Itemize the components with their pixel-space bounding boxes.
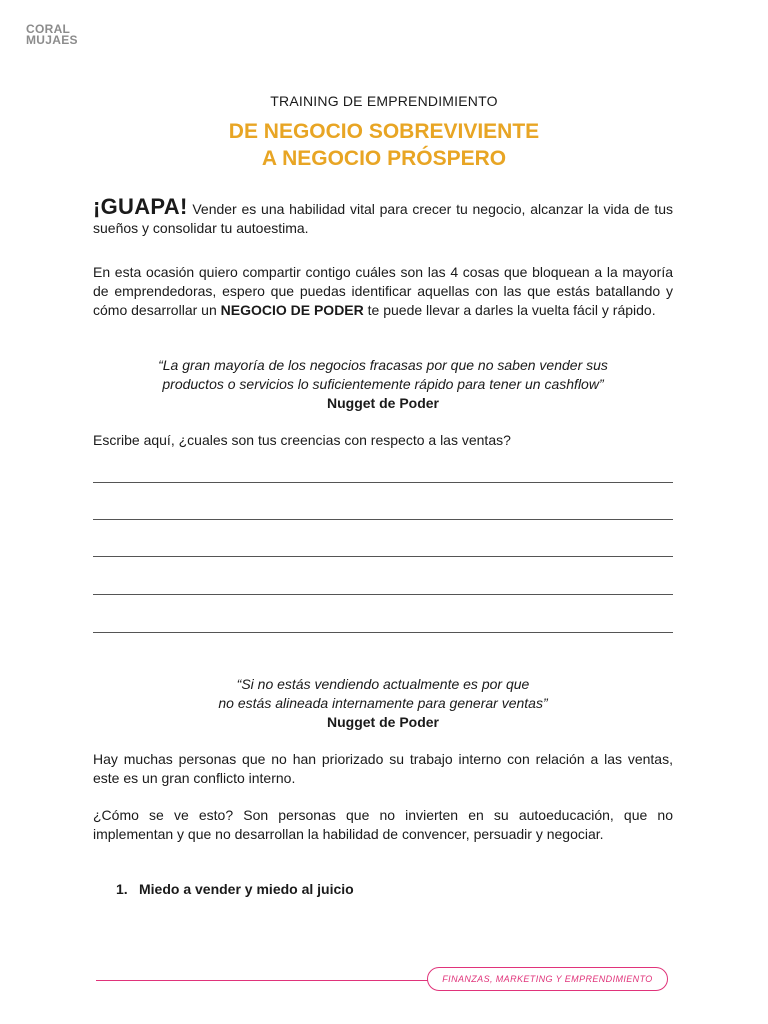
numbered-list-item bbox=[116, 881, 354, 897]
quote-2-line-2: no estás alineada internamente para generar ventas” bbox=[218, 695, 548, 711]
quote-2-source: Nugget de Poder bbox=[326, 714, 439, 730]
how-it-looks-paragraph: ¿Cómo se ve esto? Son personas que no invierten en su autoeducación, que no implementan y que no desarrollan la habilidad de convencer, persuadir y negociar. bbox=[93, 807, 673, 842]
negocio-de-poder-emphasis: NEGOCIO DE PODER bbox=[220, 302, 364, 318]
logo-line-1: CORAL bbox=[26, 22, 71, 36]
quote-1-line-2: productos o servicios lo suficientemente rápido para tener un cashflow” bbox=[162, 376, 604, 392]
quote-1-source: Nugget de Poder bbox=[326, 395, 439, 411]
answer-line-2[interactable] bbox=[93, 519, 673, 520]
quote-block-1 bbox=[93, 356, 673, 413]
intro-text: Vender es una habilidad vital para crecer tu negocio, alcanzar la vida de tus sueños y consolidar tu autoestima. bbox=[93, 201, 673, 236]
brand-logo bbox=[26, 24, 96, 46]
title-line-1: DE NEGOCIO SOBREVIVIENTE bbox=[228, 120, 540, 143]
answer-line-1[interactable] bbox=[93, 482, 673, 483]
answer-line-5[interactable] bbox=[93, 632, 673, 633]
blockers-text-before: En esta ocasión quiero compartir contigo cuáles son las 4 cosas que bloquean a la mayoría de emprendedoras, espero que puedas identificar aquellas con las que estás batallando y cómo desarrollar un bbox=[93, 264, 673, 318]
footer-divider bbox=[96, 980, 428, 981]
list-item-text: Miedo a vender y miedo al juicio bbox=[139, 881, 354, 897]
answer-line-4[interactable] bbox=[93, 594, 673, 595]
quote-1-line-1: “La gran mayoría de los negocios fracasas por que no saben vender sus bbox=[158, 357, 608, 373]
document-title bbox=[0, 118, 768, 172]
title-line-2: A NEGOCIO PRÓSPERO bbox=[261, 147, 507, 170]
answer-line-3[interactable] bbox=[93, 556, 673, 557]
writing-prompt: Escribe aquí, ¿cuales son tus creencias con respecto a las ventas? bbox=[93, 432, 511, 448]
footer-label: FINANZAS, MARKETING Y EMPRENDIMIENTO bbox=[442, 974, 653, 984]
document-kicker: TRAINING DE EMPRENDIMIENTO bbox=[270, 93, 498, 109]
footer-badge bbox=[427, 967, 668, 991]
list-number: 1. bbox=[116, 881, 128, 897]
intro-paragraph bbox=[93, 194, 673, 238]
quote-block-2 bbox=[93, 675, 673, 732]
blockers-text-after: te puede llevar a darles la vuelta fácil y rápido. bbox=[363, 302, 656, 318]
quote-2-line-1: “Si no estás vendiendo actualmente es por que bbox=[236, 676, 530, 692]
greeting: ¡GUAPA! bbox=[93, 194, 188, 219]
internal-work-paragraph: Hay muchas personas que no han priorizado su trabajo interno con relación a las ventas, este es un gran conflicto interno. bbox=[93, 751, 673, 786]
blockers-paragraph bbox=[93, 263, 673, 320]
logo-line-2: MUJAES bbox=[26, 33, 78, 47]
